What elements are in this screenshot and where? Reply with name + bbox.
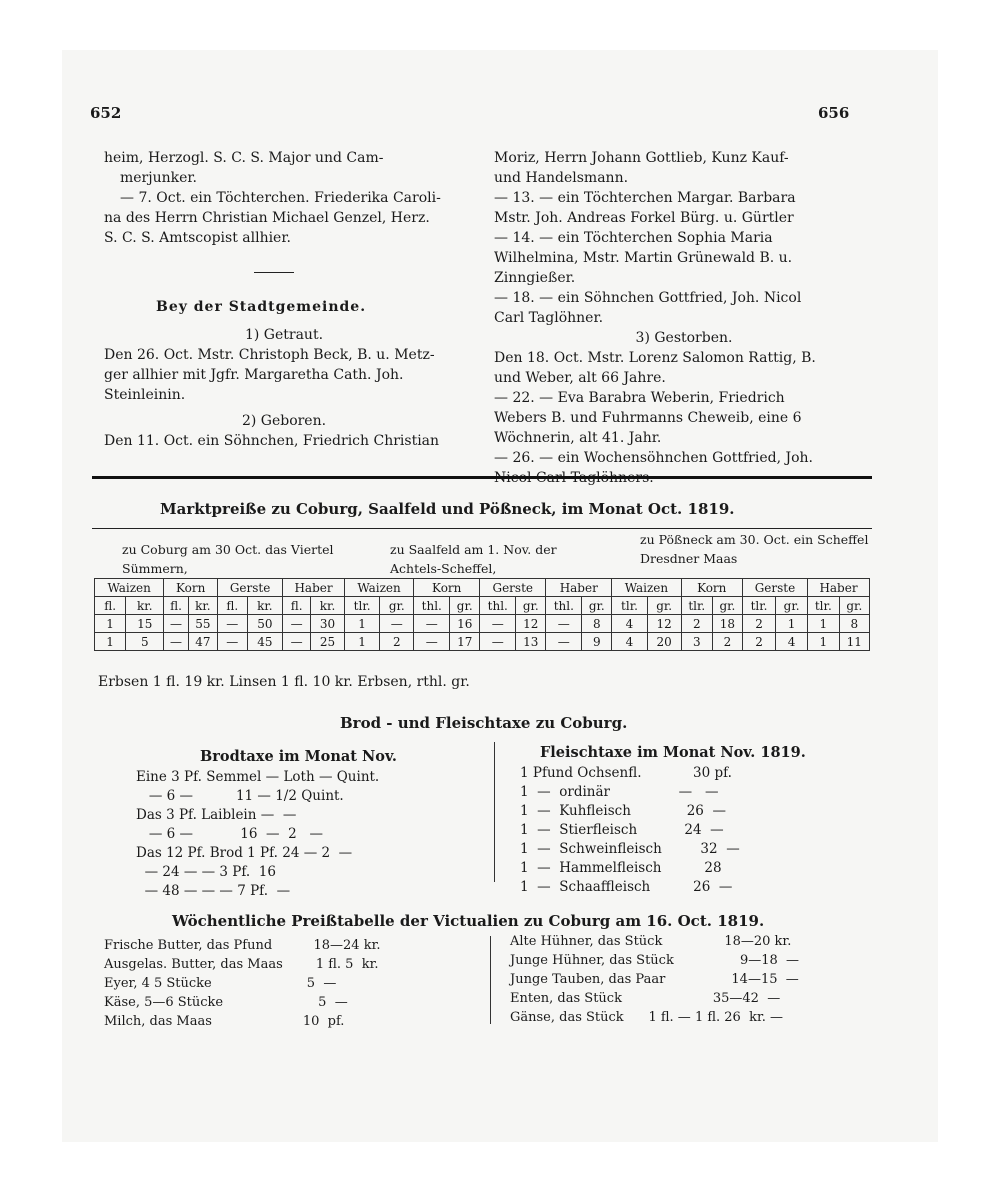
unit-cell: gr.: [647, 597, 681, 615]
brodtaxe-line: — 48 — — — 7 Pf. —: [136, 883, 291, 899]
page-divider: [92, 476, 872, 479]
price-cell: —: [283, 633, 311, 651]
unit-cell: kr.: [247, 597, 283, 615]
left-column: [104, 148, 464, 451]
price-cell: —: [380, 615, 414, 633]
text-line: Den 11. Oct. ein Söhnchen, Friedrich Christian: [104, 433, 440, 449]
market-price-table: [94, 578, 870, 651]
price-cell: 1: [808, 633, 840, 651]
grain-cell: Gerste: [742, 579, 807, 597]
victual-line: Milch, das Maas 10 pf.: [104, 1014, 345, 1029]
section-heading: Bey der Stadtgemeinde.: [156, 299, 367, 315]
brodtaxe-heading: Brodtaxe im Monat Nov.: [200, 748, 397, 765]
unit-cell: tlr.: [808, 597, 840, 615]
price-cell: 55: [188, 615, 217, 633]
grain-cell: Haber: [283, 579, 345, 597]
text-line: und Handelsmann.: [494, 170, 629, 186]
price-cell: 15: [126, 615, 164, 633]
price-cell: 50: [247, 615, 283, 633]
price-cell: 5: [126, 633, 164, 651]
brodtaxe-line: Das 12 Pf. Brod 1 Pf. 24 — 2 —: [136, 845, 353, 861]
grain-cell: Haber: [546, 579, 612, 597]
unit-cell: tlr.: [742, 597, 775, 615]
price-cell: 16: [450, 615, 480, 633]
text-line: Carl Taglöhner.: [494, 310, 604, 326]
brod-heading: Brod - und Fleischtaxe zu Coburg.: [340, 714, 628, 732]
subsection-heading: 2) Geboren.: [241, 413, 327, 429]
victual-line: Junge Tauben, das Paar 14—15 —: [510, 972, 799, 987]
text-line: heim, Herzogl. S. C. S. Major und Cam-: [104, 150, 384, 166]
fleischtaxe-line: 1 — Hammelfleisch 28: [520, 860, 722, 876]
price-cell: 2: [380, 633, 414, 651]
unit-cell: tlr.: [612, 597, 647, 615]
price-cell: —: [480, 615, 516, 633]
price-cell: 4: [612, 633, 647, 651]
fleischtaxe-line: 1 — Kuhfleisch 26 —: [520, 803, 726, 819]
price-cell: 8: [839, 615, 869, 633]
subsection-heading: 1) Getraut.: [244, 327, 324, 343]
price-cell: 8: [582, 615, 612, 633]
unit-cell: kr.: [188, 597, 217, 615]
unit-cell: gr.: [516, 597, 546, 615]
text-line: Nicol Carl Taglöhners.: [494, 470, 654, 486]
price-cell: —: [414, 633, 450, 651]
unit-cell: gr.: [380, 597, 414, 615]
price-cell: 1: [808, 615, 840, 633]
group-header-coburg: zu Coburg am 30 Oct. das Viertel Sümmern,: [122, 542, 334, 576]
grain-cell: Korn: [164, 579, 218, 597]
text-line: — 18. — ein Söhnchen Gottfried, Joh. Nicol: [494, 290, 802, 306]
price-cell: —: [283, 615, 311, 633]
price-cell: 3: [681, 633, 712, 651]
fleischtaxe-line: 1 — ordinär — —: [520, 784, 719, 800]
group-header-poessneck: zu Pößneck am 30. Oct. ein Scheffel Dresdner Maas: [640, 532, 869, 566]
right-column: [494, 148, 874, 488]
brodtaxe-list: [136, 768, 379, 901]
section-divider: [254, 272, 294, 273]
grain-cell: Waizen: [95, 579, 164, 597]
text-line: ger allhier mit Jgfr. Margaretha Cath. Joh.: [104, 367, 404, 383]
price-cell: 2: [681, 615, 712, 633]
unit-cell: tlr.: [344, 597, 379, 615]
price-cell: 30: [311, 615, 345, 633]
price-cell: 20: [647, 633, 681, 651]
price-cell: 47: [188, 633, 217, 651]
victual-line: Frische Butter, das Pfund 18—24 kr.: [104, 938, 381, 953]
unit-cell: kr.: [126, 597, 164, 615]
text-line: Wöchnerin, alt 41. Jahr.: [494, 430, 662, 446]
text-line: Moriz, Herrn Johann Gottlieb, Kunz Kauf-: [494, 150, 789, 166]
price-cell: 1: [95, 633, 126, 651]
price-cell: 45: [247, 633, 283, 651]
fleischtaxe-heading: Fleischtaxe im Monat Nov. 1819.: [540, 744, 806, 761]
unit-cell: gr.: [712, 597, 742, 615]
price-cell: 2: [742, 615, 775, 633]
text-line: — 26. — ein Wochensöhnchen Gottfried, Joh.: [494, 450, 813, 466]
price-cell: 17: [450, 633, 480, 651]
page-number-left: 652: [90, 104, 122, 122]
price-cell: 2: [742, 633, 775, 651]
brodtaxe-line: Eine 3 Pf. Semmel — Loth — Quint.: [136, 769, 380, 785]
price-cell: 12: [647, 615, 681, 633]
text-line: S. C. S. Amtscopist allhier.: [104, 230, 291, 246]
unit-cell: kr.: [311, 597, 345, 615]
victual-line: Eyer, 4 5 Stücke 5 —: [104, 976, 337, 991]
price-cell: —: [480, 633, 516, 651]
grain-cell: Gerste: [480, 579, 546, 597]
text-line: na des Herrn Christian Michael Genzel, Herz.: [104, 210, 430, 226]
brodtaxe-line: Das 3 Pf. Laiblein — —: [136, 807, 297, 823]
price-cell: 25: [311, 633, 345, 651]
text-line: Webers B. und Fuhrmanns Cheweib, eine 6: [494, 410, 802, 426]
fleischtaxe-list: [520, 764, 740, 897]
price-cell: 1: [95, 615, 126, 633]
text-line: Zinngießer.: [494, 270, 576, 286]
weekly-list-right: [510, 932, 799, 1027]
grain-cell: Korn: [681, 579, 742, 597]
victual-line: Gänse, das Stück 1 fl. — 1 fl. 26 kr. —: [510, 1010, 784, 1025]
fleischtaxe-line: 1 — Schaaffleisch 26 —: [520, 879, 733, 895]
price-cell: —: [218, 615, 248, 633]
unit-row: [95, 597, 870, 615]
price-cell: 11: [839, 633, 869, 651]
price-cell: 13: [516, 633, 546, 651]
fleischtaxe-line: 1 — Stierfleisch 24 —: [520, 822, 724, 838]
unit-cell: thl.: [480, 597, 516, 615]
price-cell: 4: [612, 615, 647, 633]
fleischtaxe-line: 1 Pfund Ochsenfl. 30 pf.: [520, 765, 732, 781]
unit-cell: fl.: [283, 597, 311, 615]
price-cell: 2: [712, 633, 742, 651]
weekly-title: Wöchentliche Preißtabelle der Victualien zu Coburg am 16. Oct. 1819.: [172, 912, 765, 930]
price-cell: 1: [776, 615, 808, 633]
price-row: [95, 633, 870, 651]
legume-prices: Erbsen 1 fl. 19 kr. Linsen 1 fl. 10 kr. Erbsen, rthl. gr.: [98, 674, 470, 690]
victual-line: Enten, das Stück 35—42 —: [510, 991, 781, 1006]
victual-line: Ausgelas. Butter, das Maas 1 fl. 5 kr.: [104, 957, 379, 972]
price-cell: —: [414, 615, 450, 633]
unit-cell: gr.: [776, 597, 808, 615]
unit-cell: gr.: [839, 597, 869, 615]
unit-cell: thl.: [546, 597, 582, 615]
grain-cell: Waizen: [612, 579, 681, 597]
text-line: — 22. — Eva Barabra Weberin, Friedrich: [494, 390, 785, 406]
text-line: — 14. — ein Töchterchen Sophia Maria: [494, 230, 773, 246]
text-line: Den 26. Oct. Mstr. Christoph Beck, B. u. Metz-: [104, 347, 435, 363]
price-cell: —: [218, 633, 248, 651]
table-top-rule: [92, 528, 872, 529]
grain-cell: Waizen: [344, 579, 413, 597]
price-cell: —: [164, 615, 188, 633]
market-title: Marktpreiße zu Coburg, Saalfeld und Pößneck, im Monat Oct. 1819.: [160, 500, 735, 518]
unit-cell: gr.: [582, 597, 612, 615]
page-number-right: 656: [818, 104, 850, 122]
text-line: Wilhelmina, Mstr. Martin Grünewald B. u.: [494, 250, 793, 266]
group-header-saalfeld: zu Saalfeld am 1. Nov. der Achtels-Scheffel,: [390, 542, 557, 576]
text-line: — 7. Oct. ein Töchterchen. Friederika Caroli-: [120, 190, 441, 206]
price-cell: 1: [344, 633, 379, 651]
text-line: Steinleinin.: [104, 387, 186, 403]
victual-line: Käse, 5—6 Stücke 5 —: [104, 995, 348, 1010]
text-line: Mstr. Joh. Andreas Forkel Bürg. u. Gürtler: [494, 210, 794, 226]
price-cell: —: [546, 633, 582, 651]
victual-line: Junge Hühner, das Stück 9—18 —: [510, 953, 800, 968]
price-cell: 1: [344, 615, 379, 633]
unit-cell: fl.: [164, 597, 188, 615]
brodtaxe-line: — 6 — 16 — 2 —: [136, 826, 324, 842]
unit-cell: thl.: [414, 597, 450, 615]
brodtaxe-line: — 6 — 11 — 1/2 Quint.: [136, 788, 344, 804]
text-line: Den 18. Oct. Mstr. Lorenz Salomon Rattig, B.: [494, 350, 816, 366]
unit-cell: fl.: [218, 597, 248, 615]
victual-line: Alte Hühner, das Stück 18—20 kr.: [510, 934, 792, 949]
text-line: — 13. — ein Töchterchen Margar. Barbara: [494, 190, 796, 206]
unit-cell: fl.: [95, 597, 126, 615]
fleischtaxe-line: 1 — Schweinfleisch 32 —: [520, 841, 740, 857]
unit-cell: tlr.: [681, 597, 712, 615]
grain-cell: Korn: [414, 579, 480, 597]
grain-cell: Haber: [808, 579, 870, 597]
price-cell: 4: [776, 633, 808, 651]
weekly-list-left: [104, 936, 381, 1031]
text-line: merjunker.: [120, 170, 197, 186]
price-row: [95, 615, 870, 633]
price-cell: 12: [516, 615, 546, 633]
column-divider: [490, 936, 491, 1024]
grain-row: [95, 579, 870, 597]
price-cell: —: [546, 615, 582, 633]
grain-cell: Gerste: [218, 579, 283, 597]
text-line: und Weber, alt 66 Jahre.: [494, 370, 666, 386]
unit-cell: gr.: [450, 597, 480, 615]
price-cell: 18: [712, 615, 742, 633]
column-divider: [494, 742, 495, 882]
subsection-heading: 3) Gestorben.: [635, 330, 733, 346]
price-cell: —: [164, 633, 188, 651]
brodtaxe-line: — 24 — — 3 Pf. 16: [136, 864, 276, 880]
price-cell: 9: [582, 633, 612, 651]
